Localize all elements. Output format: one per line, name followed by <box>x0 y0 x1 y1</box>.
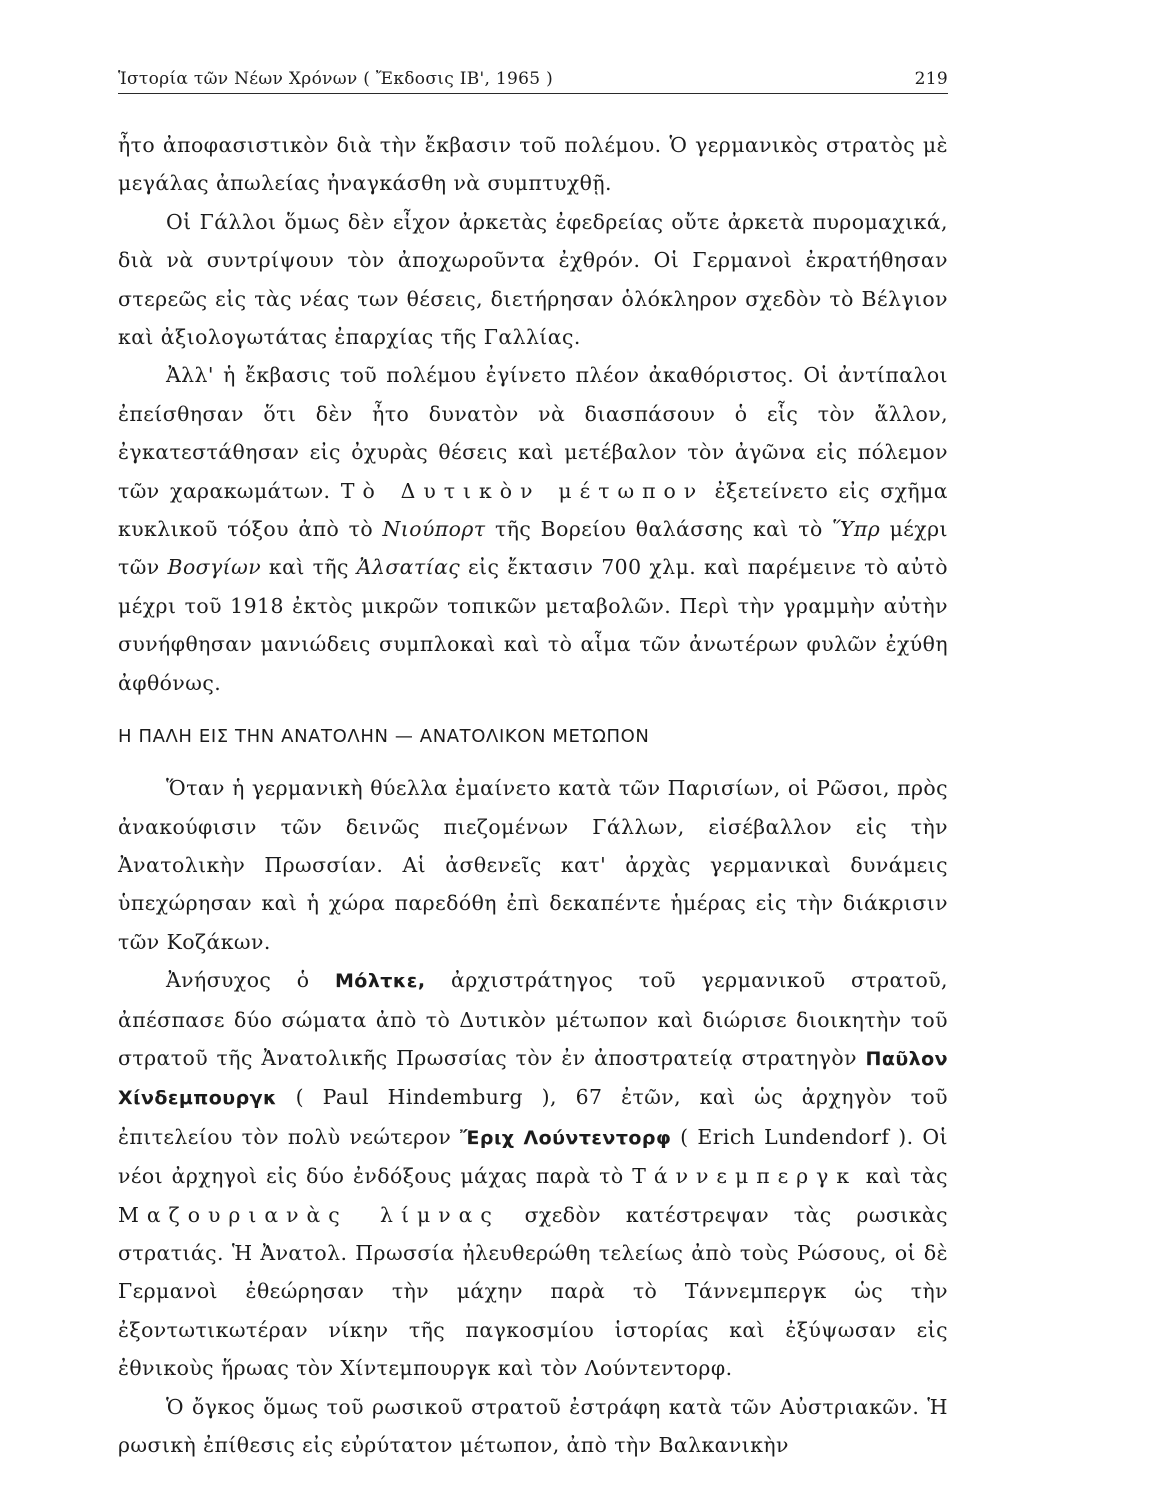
text-run: ἀρχιστράτηγος τοῦ γερμανικοῦ στρατοῦ, ἀπέσπασε δύο σώματα ἀπὸ τὸ Δυτικὸν μέτωπον καὶ διώρισε διοικητὴν τοῦ στρατοῦ τῆς Ἀνατολικῆς Πρωσσίας τὸν ἐν ἀποστρατείᾳ στρατηγὸν <box>118 968 948 1070</box>
text-run: ( Paul Hindemburg ), 67 ἐτῶν, καὶ ὡς ἀρχηγὸν τοῦ ἐπιτελείου τὸν πολὺ νεώτερον <box>118 1085 948 1149</box>
spaced-emphasis: Μαζουριανὰς λίμνας <box>118 1202 500 1227</box>
text-run: καὶ τῆς <box>261 555 357 580</box>
page-number: 219 <box>914 69 948 89</box>
italic-placename: Ὕπρ <box>832 517 881 542</box>
italic-placename: Ἀλσατίας <box>356 555 461 580</box>
text-run: τῆς Βορείου θαλάσσης καὶ τὸ <box>485 517 833 542</box>
text-run: Ἀλλ' ἡ ἔκβασις τοῦ πολέμου ἐγίνετο πλέον ἀκαθόριστος. Οἱ ἀντίπαλοι ἐπείσθησαν ὅτι δὲν ἦτο δυνατὸν νὰ διασπάσουν ὁ εἷς τὸν ἄλλον, ἐγκατεστάθησαν εἰς ὀχυρὰς θέσεις καὶ μετέβαλον τὸν ἀγῶνα εἰς πόλεμον τῶν χαρακωμάτων. <box>118 363 948 503</box>
text-run: ἐξετείνετο εἰς σχῆμα κυκλικοῦ τόξου ἀπὸ τὸ <box>118 478 949 542</box>
running-title: Ἱστορία τῶν Νέων Χρόνων ( Ἔκδοσις ΙΒ', 1965 ) <box>118 69 554 89</box>
italic-placename: Νιούπορτ <box>382 517 486 542</box>
bold-name: Μόλτκε, <box>334 970 426 993</box>
text-run: ( Erich Lundendorf ). Οἱ νέοι ἀρχηγοὶ εἰς δύο ἐνδόξους μάχας παρὰ τὸ <box>118 1124 948 1189</box>
paragraph-5 <box>118 961 948 1387</box>
running-head <box>118 62 948 94</box>
paragraph-4: Ὅταν ἡ γερμανικὴ θύελλα ἐμαίνετο κατὰ τῶν Παρισίων, οἱ Ρῶσοι, πρὸς ἀνακούφισιν τῶν δεινῶς πιεζομένων Γάλλων, εἰσέβαλλον εἰς τὴν Ἀνατολικὴν Πρωσσίαν. Αἱ ἀσθενεῖς κατ' ἀρχὰς γερμανικαὶ δυνάμεις ὑπεχώρησαν καὶ ἡ χώρα παρεδόθη ἐπὶ δεκαπέντε ἡμέρας εἰς τὴν διάκρισιν τῶν Κοζάκων. <box>118 776 948 954</box>
body-text <box>118 126 948 1464</box>
paragraph-6: Ὁ ὄγκος ὅμως τοῦ ρωσικοῦ στρατοῦ ἐστράφη κατὰ τῶν Αὐστριακῶν. Ἡ ρωσικὴ ἐπίθεσις εἰς εὐρύτατον μέτωπον, ἀπὸ τὴν Βαλκανικὴν <box>118 1394 948 1457</box>
bold-name: Παῦλον Χίνδεμπουργκ <box>118 1047 948 1110</box>
text-run: εἰς ἔκτασιν 700 χλμ. καὶ παρέμεινε τὸ αὐτὸ μέχρι τοῦ 1918 ἐκτὸς μικρῶν τοπικῶν μεταβολῶν. Περὶ τὴν γραμμὴν αὐτὴν συνήφθησαν μανιώδεις συμπλοκαὶ καὶ τὸ αἷμα τῶν ἀνωτέρων φυλῶν ἐχύθη ἀφθόνως. <box>118 555 948 695</box>
text-run: καὶ τὰς <box>857 1164 948 1189</box>
bold-name: Ἔριχ Λούντεντορφ <box>460 1126 672 1149</box>
text-run: σχεδὸν κατέστρεψαν τὰς ρωσικὰς στρατιάς. Ἡ Ἀνατολ. Πρωσσία ἠλευθερώθη τελείως ἀπὸ τοὺς Ρώσους, οἱ δὲ Γερμανοὶ ἐθεώρησαν τὴν μάχην παρὰ τὸ Τάννεμπεργκ ὡς τὴν ἐξοντωτικωτέραν νίκην τῆς παγκοσμίου ἱστορίας καὶ ἐξύψωσαν εἰς ἐθνικοὺς ἥρωας τὸν Χίντεμπουργκ καὶ τὸν Λούντεντορφ. <box>118 1202 949 1381</box>
section-heading: Η ΠΑΛΗ ΕΙΣ ΤΗΝ ΑΝΑΤΟΛΗΝ — ΑΝΑΤΟΛΙΚΟΝ ΜΕΤΩΠΟΝ <box>118 726 650 748</box>
text-run: Ἀνήσυχος ὁ <box>166 968 335 993</box>
paragraph-2: Οἱ Γάλλοι ὅμως δὲν εἶχον ἀρκετὰς ἐφεδρείας οὔτε ἀρκετὰ πυρομαχικά, διὰ νὰ συντρίψουν τὸν ἀποχωροῦντα ἐχθρόν. Οἱ Γερμανοὶ ἐκρατήθησαν στερεῶς εἰς τὰς νέας των θέσεις, διετήρησαν ὁλόκληρον σχεδὸν τὸ Βέλγιον καὶ ἀξιολογωτάτας ἐπαρχίας τῆς Γαλλίας. <box>118 209 948 350</box>
paragraph-1: ἦτο ἀποφασιστικὸν διὰ τὴν ἔκβασιν τοῦ πολέμου. Ὁ γερμανικὸς στρατὸς μὲ μεγάλας ἀπωλείας ἠναγκάσθη νὰ συμπτυχθῇ. <box>118 133 948 196</box>
spaced-emphasis: Τάννεμπεργκ <box>632 1164 858 1189</box>
italic-placename: Βοσγίων <box>167 555 262 580</box>
spaced-emphasis: Τὸ Δυτικὸν μέτωπον <box>340 478 705 503</box>
text-run: μέχρι τῶν <box>118 517 948 580</box>
paragraph-3 <box>118 356 948 702</box>
